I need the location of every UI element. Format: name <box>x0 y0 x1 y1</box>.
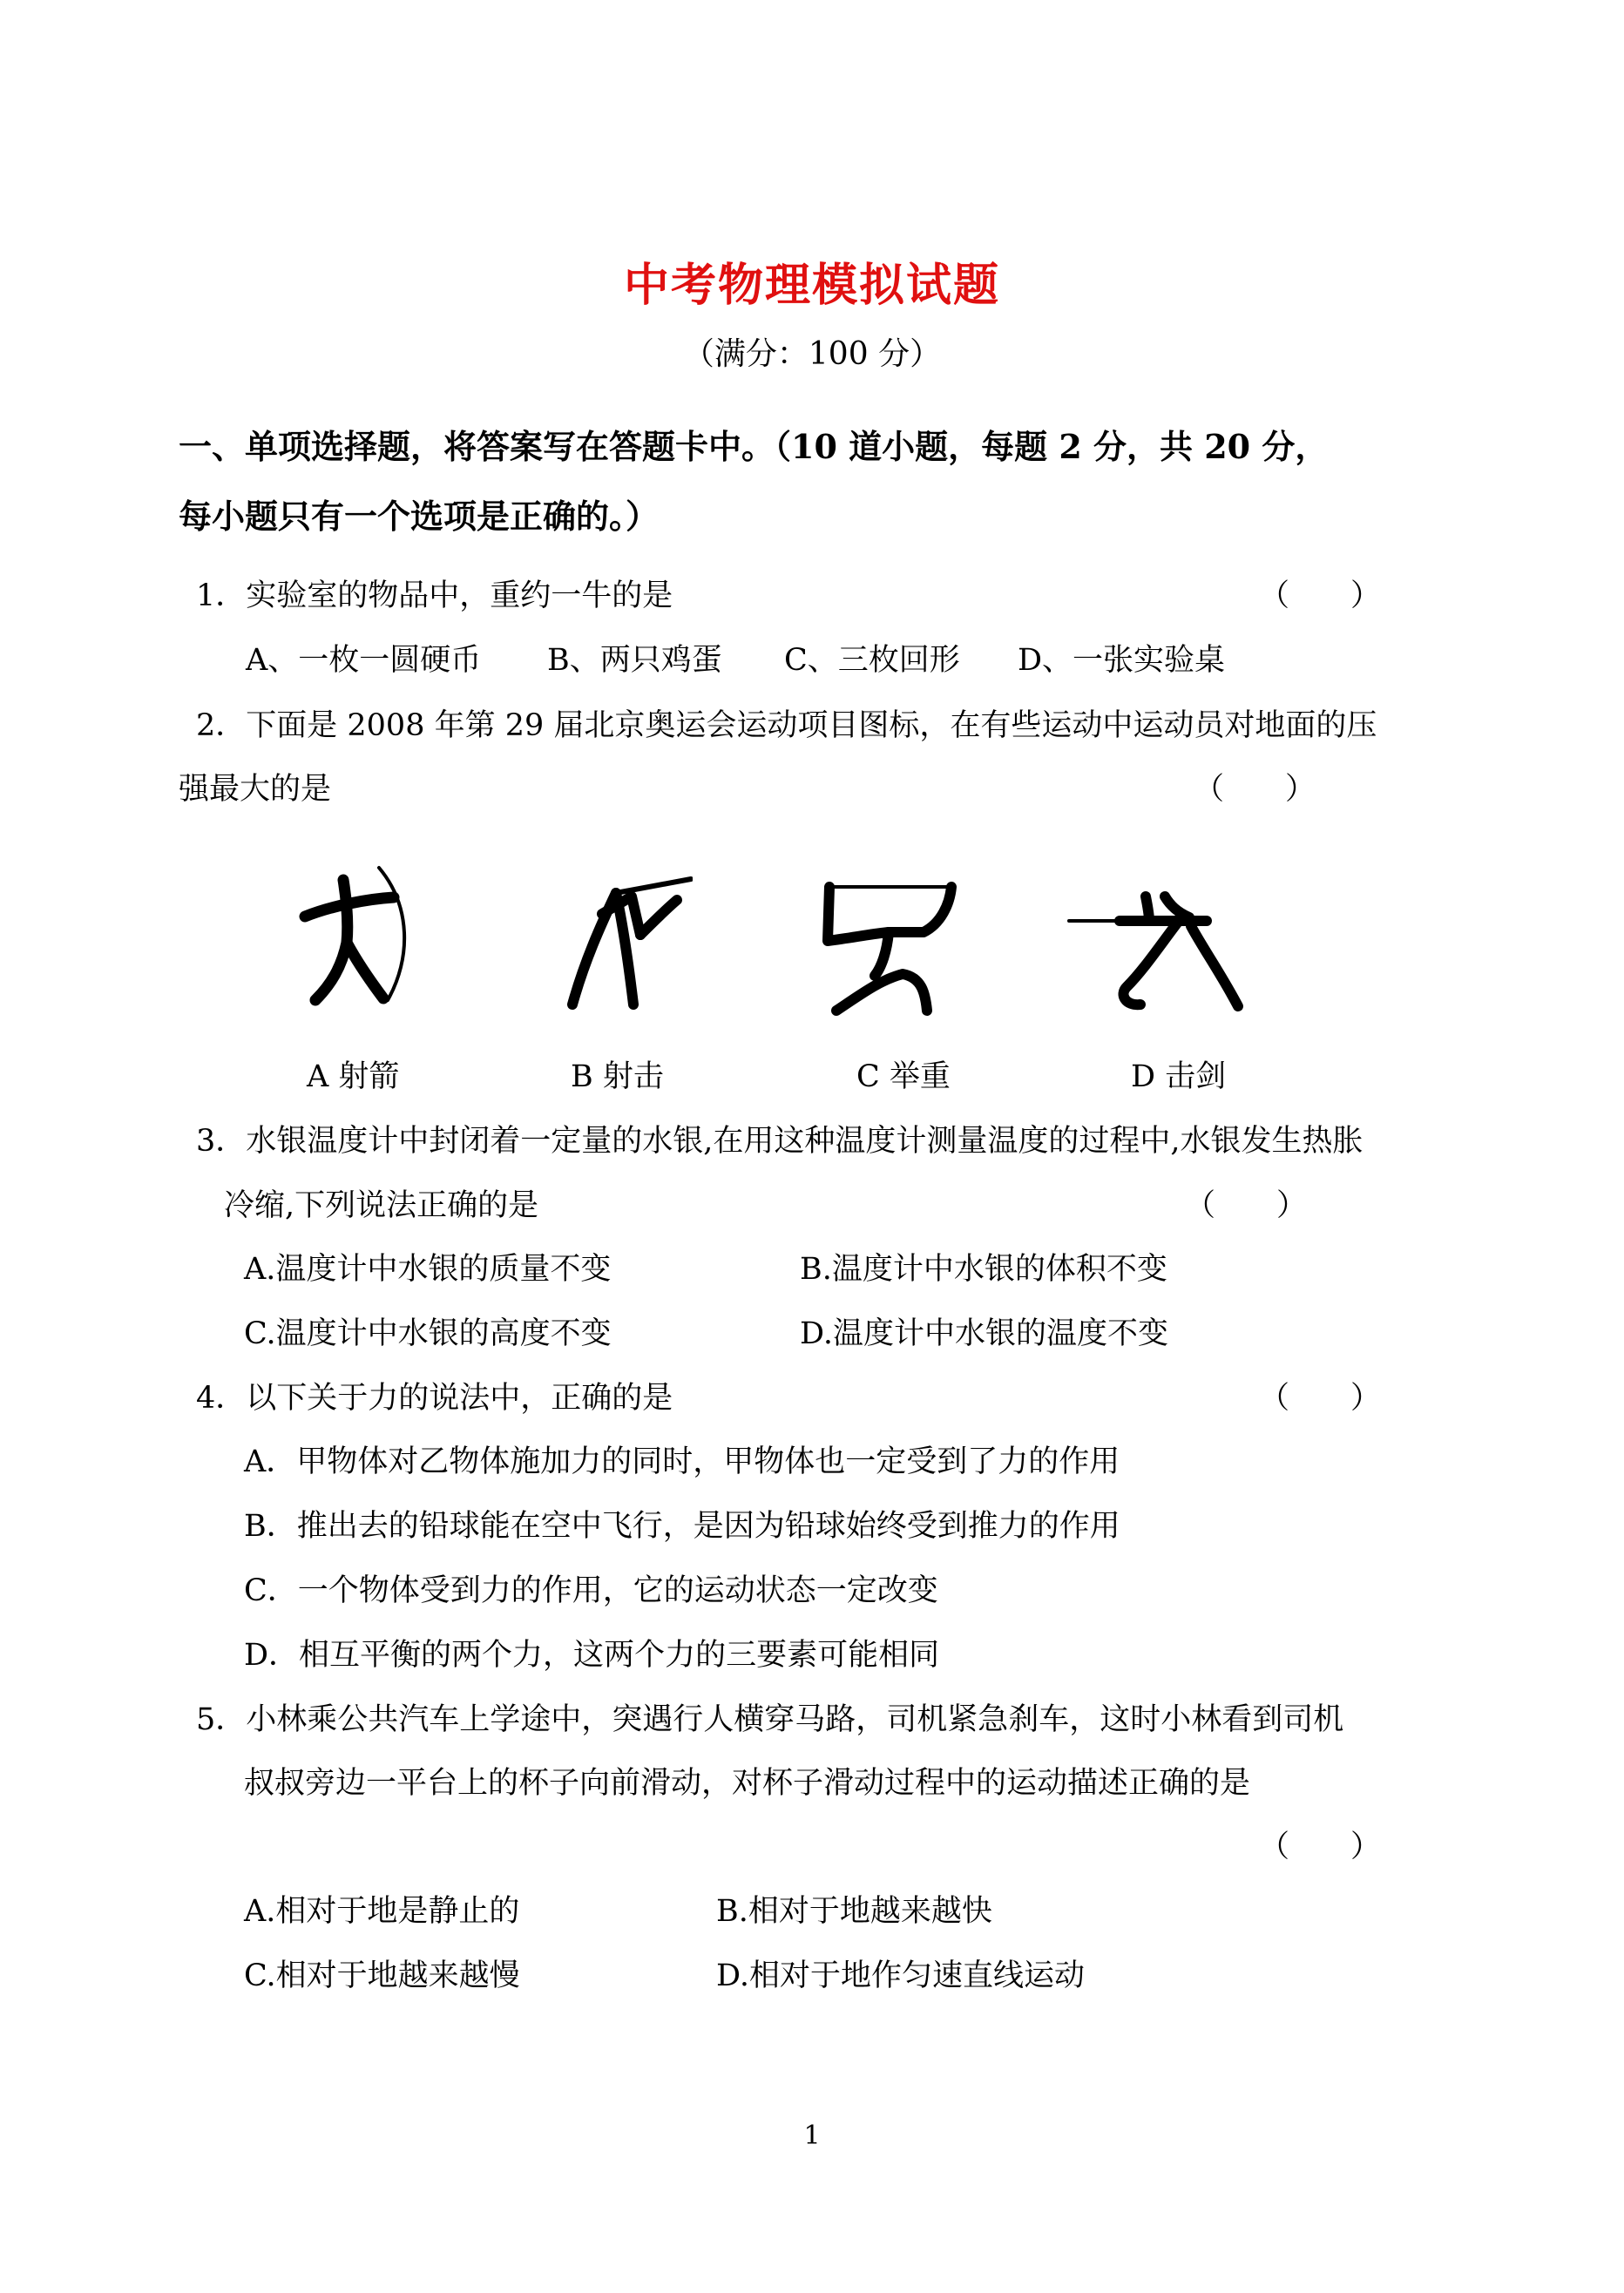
question-1-option-d: D、一张实验桌 <box>1018 643 1226 678</box>
question-5-stem-line2: 叔叔旁边一平台上的杯子向前滑动，对杯子滑动过程中的运动描述正确的是 <box>244 1766 1251 1801</box>
question-4-answer-blank: （ ） <box>1259 1381 1382 1416</box>
question-2-stem-line1: 2．下面是 2008 年第 29 届北京奥运会运动项目图标，在有些运动中运动员对地面的压 <box>196 708 1377 743</box>
question-5-option-b: B.相对于地越来越快 <box>716 1894 992 1929</box>
section-heading-line1: 一、单项选择题，将答案写在答题卡中。（10 道小题，每题 2 分，共 20 分， <box>179 427 1329 466</box>
pictogram-caption-d: D 击剑 <box>1131 1059 1227 1094</box>
question-3-answer-blank: （ ） <box>1185 1188 1308 1223</box>
question-3-stem-line1: 3．水银温度计中封闭着一定量的水银,在用这种温度计测量温度的过程中,水银发生热胀 <box>196 1124 1363 1159</box>
question-4-option-d: D．相互平衡的两个力，这两个力的三要素可能相同 <box>244 1638 940 1673</box>
fencing-pictogram-icon <box>1067 876 1246 1019</box>
exam-title: 中考物理模拟试题 <box>623 259 1000 312</box>
question-5-option-c: C.相对于地越来越慢 <box>244 1958 520 1993</box>
question-3-option-b: B.温度计中水银的体积不变 <box>800 1252 1167 1287</box>
pictogram-caption-b: B 射击 <box>571 1059 664 1094</box>
question-5-answer-blank: （ ） <box>1259 1830 1382 1864</box>
page-number: 1 <box>803 2121 821 2151</box>
question-4-option-a: A．甲物体对乙物体施加力的同时，甲物体也一定受到了力的作用 <box>244 1444 1120 1479</box>
question-3-option-a: A.温度计中水银的质量不变 <box>244 1252 612 1287</box>
question-1-option-a: A、一枚一圆硬币 <box>246 643 482 678</box>
question-1-option-c: C、三枚回形 <box>784 643 960 678</box>
question-2-stem-line2: 强最大的是 <box>179 772 332 807</box>
question-1-answer-blank: （ ） <box>1259 578 1382 613</box>
question-2-answer-blank: （ ） <box>1194 772 1316 807</box>
question-5-option-a: A.相对于地是静止的 <box>244 1894 520 1929</box>
question-3-option-d: D.温度计中水银的温度不变 <box>800 1316 1168 1351</box>
question-1-stem: 1．实验室的物品中，重约一牛的是 <box>196 578 673 613</box>
shooting-pictogram-icon <box>562 874 693 1018</box>
full-score-note: （满分：100 分） <box>682 336 942 372</box>
question-3-stem-line2: 冷缩,下列说法正确的是 <box>224 1188 539 1223</box>
question-3-option-c: C.温度计中水银的高度不变 <box>244 1316 612 1351</box>
question-4-option-b: B．推出去的铅球能在空中飞行，是因为铅球始终受到推力的作用 <box>244 1509 1120 1544</box>
question-5-stem-line1: 5．小林乘公共汽车上学途中，突遇行人横穿马路，司机紧急刹车，这时小林看到司机 <box>196 1702 1344 1737</box>
question-5-option-d: D.相对于地作匀速直线运动 <box>716 1958 1085 1993</box>
section-heading-line2: 每小题只有一个选项是正确的。） <box>179 497 660 536</box>
question-4-stem: 4．以下关于力的说法中，正确的是 <box>196 1381 673 1416</box>
pictogram-caption-a: A 射箭 <box>307 1059 400 1094</box>
question-1-option-b: B、两只鸡蛋 <box>547 643 722 678</box>
weightlifting-pictogram-icon <box>819 880 963 1024</box>
archery-pictogram-icon <box>296 862 414 1011</box>
question-4-option-c: C．一个物体受到力的作用，它的运动状态一定改变 <box>244 1573 938 1608</box>
pictogram-caption-c: C 举重 <box>856 1059 951 1094</box>
